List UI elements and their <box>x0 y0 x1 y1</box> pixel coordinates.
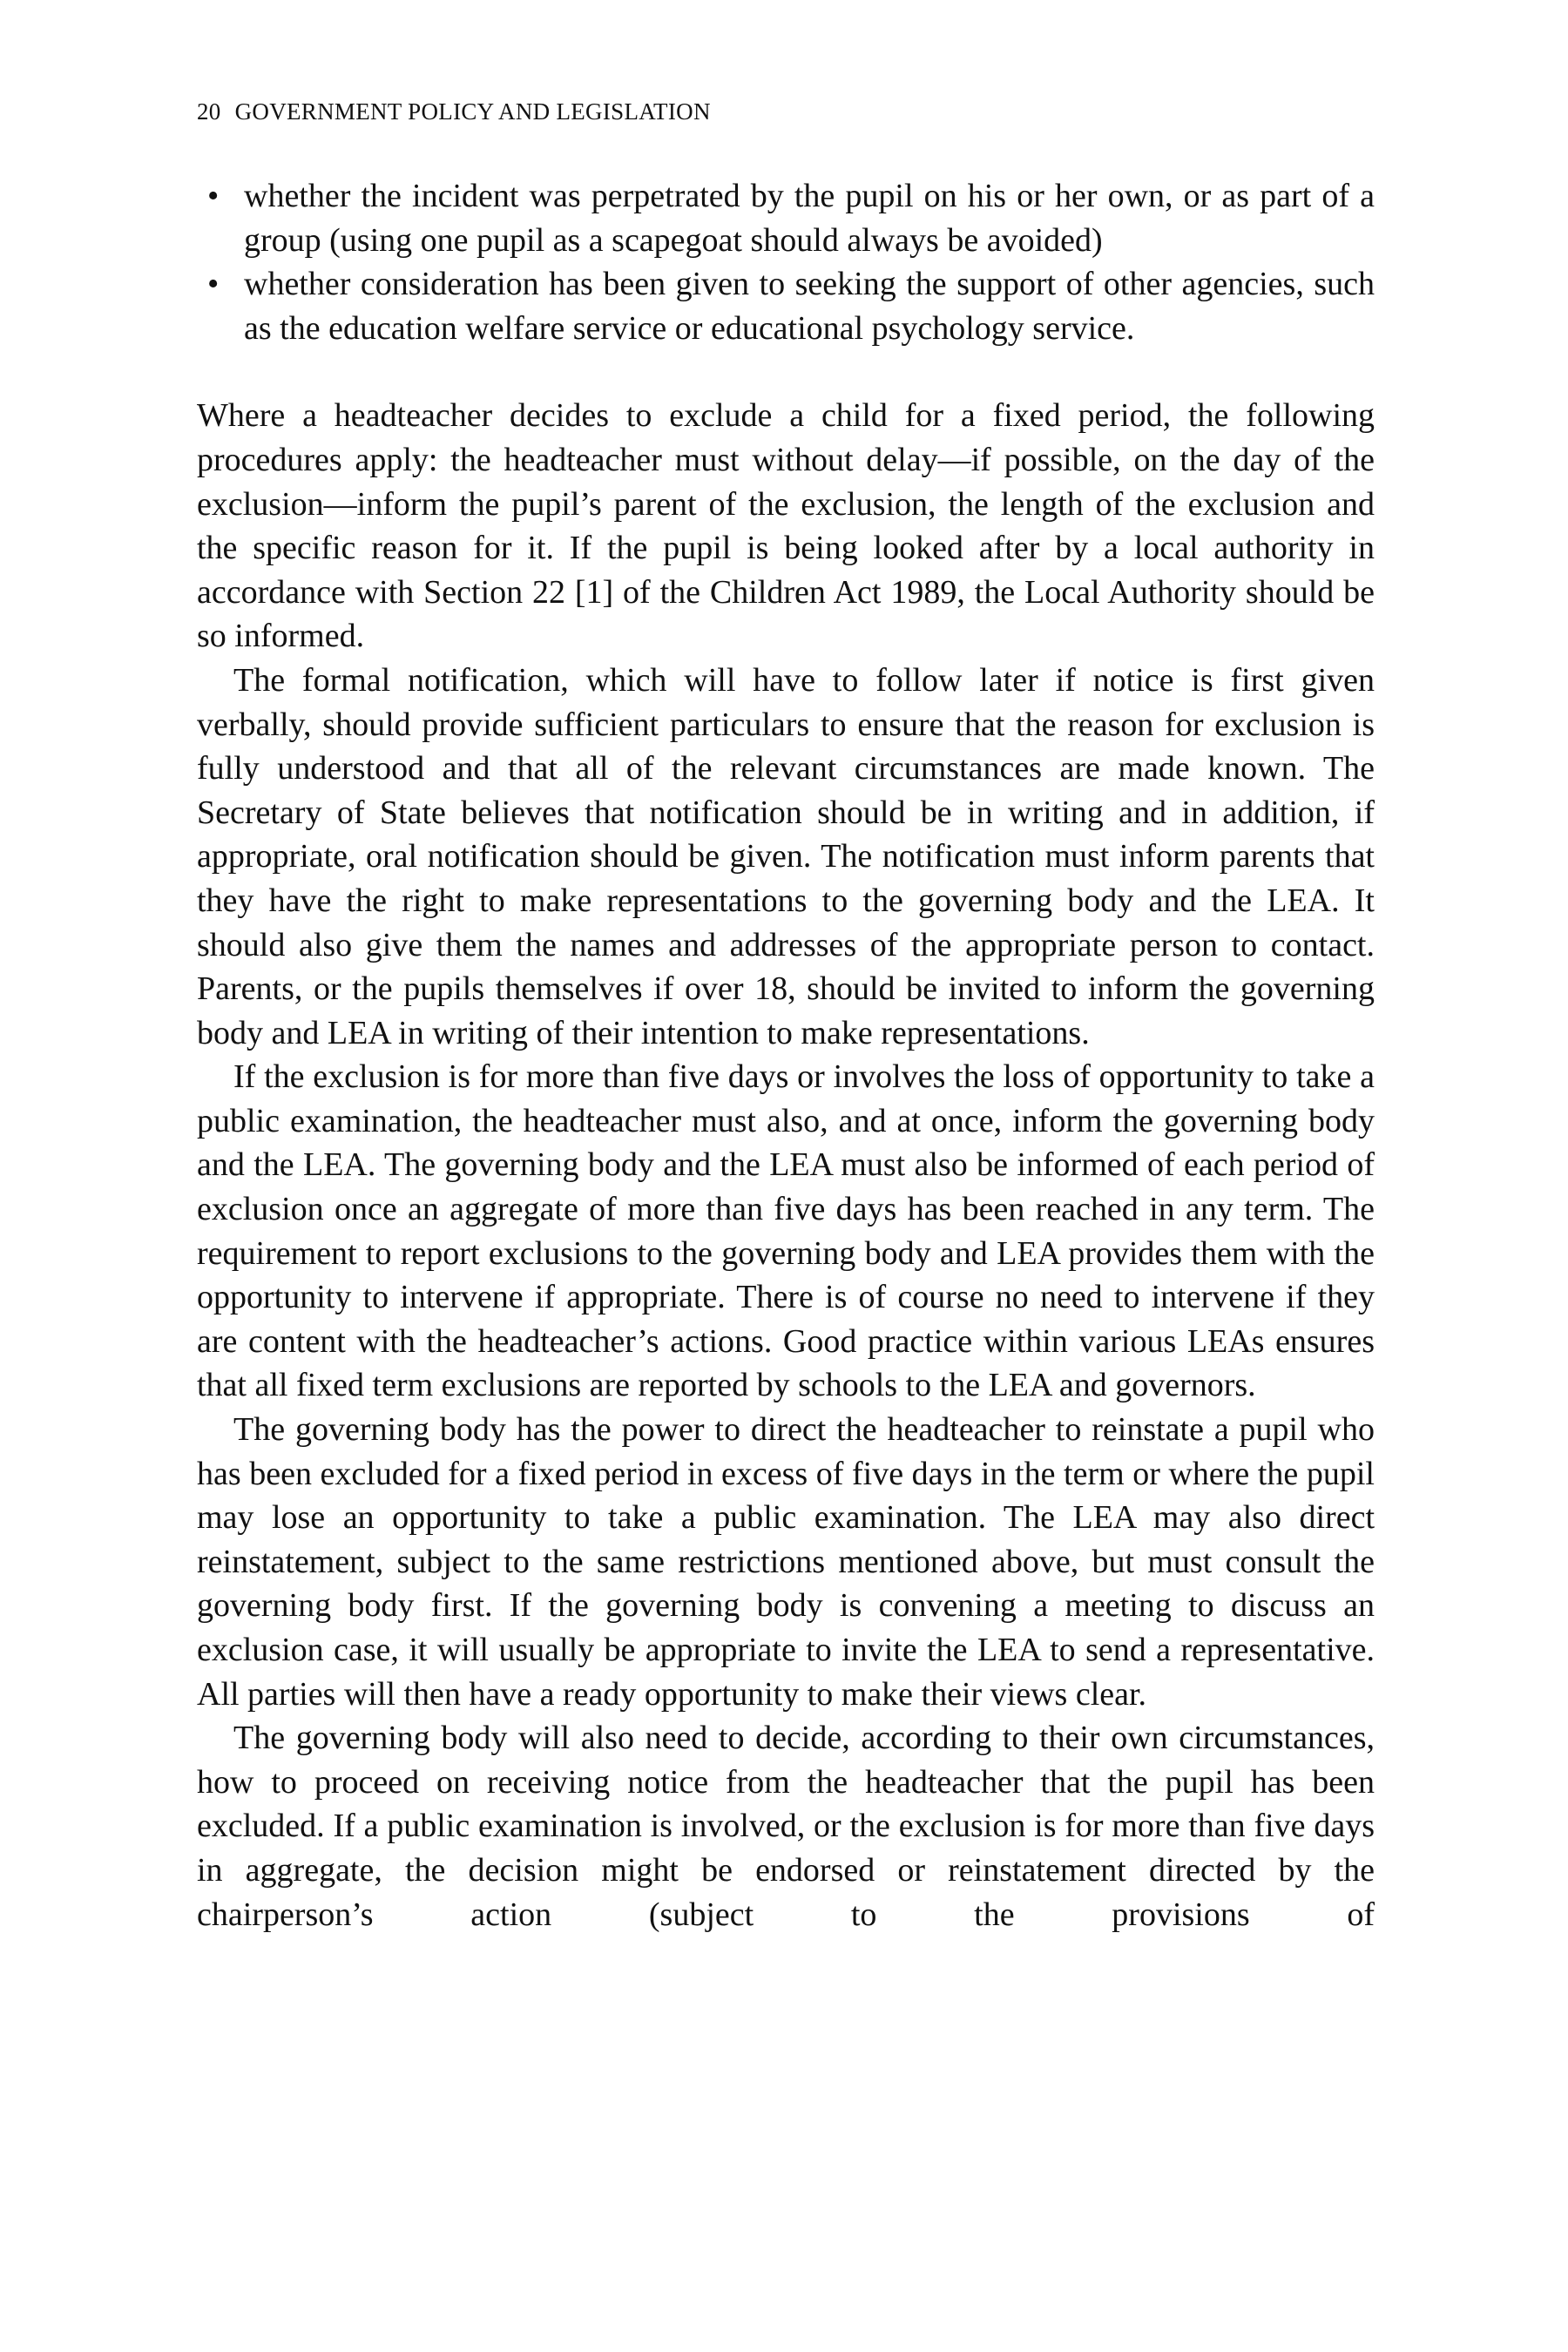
list-item <box>197 174 1375 262</box>
paragraph-formal-notification: The formal notification, which will have to follow later if notice is first given verbally, should provide sufficient particulars to ensure that the reason for exclusion is fully understood and that all of the relevant circumstances are made known. The Secretary of State believes that notification should be in writing and in addition, if appropriate, oral notification should be given. The notification must inform parents that they have the right to make representations to the governing body and the LEA. It should also give them the names and addresses of the appropriate person to contact. Parents, or the pupils themselves if over 18, should be invited to inform the governing body and LEA in writing of their intention to make representations. <box>197 661 1375 1051</box>
paragraph-reporting-exclusions: If the exclusion is for more than five days or involves the loss of opportunity to take a public examination, the headteacher must also, and at once, inform the governing body and the LEA. The governing body and the LEA must also be informed of each period of exclusion once an aggregate of more than five days has been reached in any term. The requirement to report exclusions to the governing body and LEA provides them with the opportunity to intervene if appropriate. There is of course no need to intervene if they are content with the headteacher’s actions. Good practice within various LEAs ensures that all fixed term exclusions are reported by schools to the LEA and governors. <box>197 1058 1375 1404</box>
paragraph-governing-body-decision: The governing body will also need to decide, according to their own circumstances, how to proceed on receiving notice from the headteacher that the pupil has been excluded. If a public examination is involved, or the exclusion is for more than five days in aggregate, the decision might be endorsed or reinstatement directed by the chairperson’s action (subject to the provisions of <box>197 1720 1375 1933</box>
bullet-text: whether consideration has been given to seeking the support of other agencies, such as the education welfare service or educational psychology service. <box>244 266 1375 347</box>
paragraph-fixed-period-procedures: Where a headteacher decides to exclude a child for a fixed period, the following procedures apply: the headteacher must without delay—if possible, on the day of the exclusion—inform the pupil’s parent of the exclusion, the length of the exclusion and the specific reason for it. If the pupil is being looked after by a local authority in accordance with Section 22 [1] of the Children Act 1989, the Local Authority should be so informed. <box>197 397 1375 655</box>
list-item <box>197 262 1375 350</box>
bullet-icon: • <box>207 266 220 303</box>
paragraph-reinstatement-power: The governing body has the power to direct the headteacher to reinstate a pupil who has been excluded for a fixed period in excess of five days in the term or where the pupil may lose an opportunity to take a public examination. The LEA may also direct reinstatement, subject to the same restrictions mentioned above, but must consult the governing body first. If the governing body is convening a meeting to discuss an exclusion case, it will usually be appropriate to invite the LEA to send a representative. All parties will then have a ready opportunity to make their views clear. <box>197 1411 1375 1713</box>
body-text <box>197 174 1375 1936</box>
bullet-icon: • <box>207 178 220 214</box>
running-title: GOVERNMENT POLICY AND LEGISLATION <box>234 98 711 125</box>
bullet-text: whether the incident was perpetrated by the pupil on his or her own, or as part of a group (using one pupil as a scapegoat should always be avoided) <box>244 178 1375 259</box>
running-head <box>197 94 711 129</box>
page-number: 20 <box>197 98 221 125</box>
bullet-list <box>197 174 1375 350</box>
